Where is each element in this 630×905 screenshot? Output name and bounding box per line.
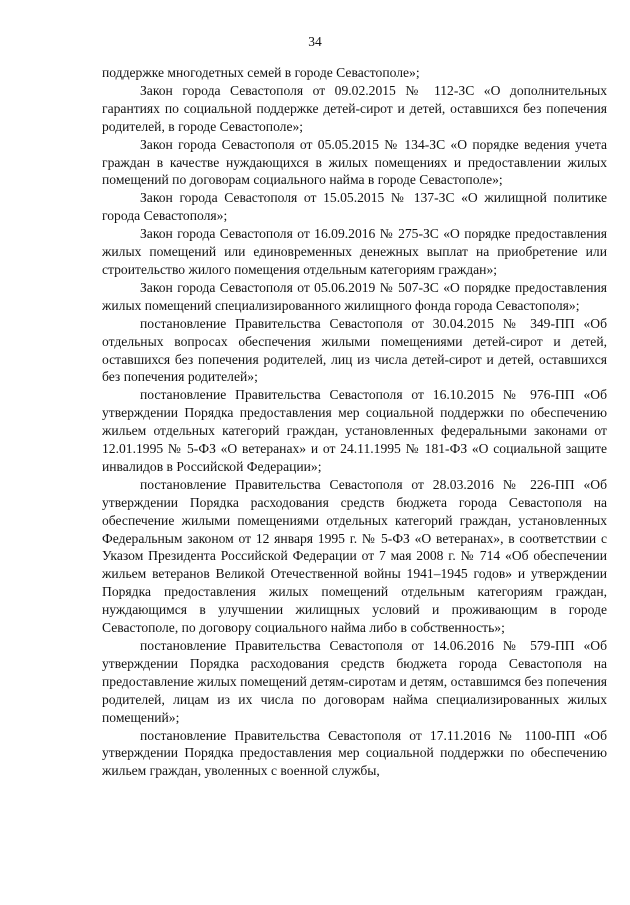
- paragraph-resolution-1100: постановление Правительства Севастополя от 17.11.2016 № 1100-ПП «Об утверждении Порядка предоставления мер социальной поддержки по обеспечению жильем граждан, уволенных с военной службы,: [102, 727, 607, 779]
- page-number: 34: [308, 34, 322, 49]
- paragraph-continuation: поддержке многодетных семей в городе Севастополе»;: [102, 65, 420, 80]
- paragraph-resolution-976: постановление Правительства Севастополя от 16.10.2015 № 976-ПП «Об утверждении Порядка предоставления мер социальной поддержки по обеспечению жильем отдельных категорий граждан, установленных федеральными законами от 12.01.1995 № 5-ФЗ «О ветеранах» и от 24.11.1995 № 181-ФЗ «О социальной защите инвалидов в Российской Федерации»;: [102, 387, 607, 474]
- paragraph-law-275: Закон города Севастополя от 16.09.2016 № 275-ЗС «О порядке предоставления жилых помещений или единовременных денежных выплат на приобретение или строительство жилого помещения отдельным категориям граждан»;: [102, 226, 607, 277]
- paragraph-law-134: Закон города Севастополя от 05.05.2015 № 134-ЗС «О порядке ведения учета граждан в качестве нуждающихся в жилых помещениях и предоставлении жилых помещений по договорам социального найма в городе Севастополе»;: [102, 136, 607, 188]
- paragraph-resolution-226: постановление Правительства Севастополя от 28.03.2016 № 226-ПП «Об утверждении Порядка расходования средств бюджета города Севастополя на обеспечение жилыми помещениями отдельных категорий граждан, установленных Федеральным законом от 12 января 1995 г. № 5-ФЗ «О ветеранах», в соответствии с Указом Президента Российской Федерации от 7 мая 2008 г. № 714 «Об обеспечении жильем ветеранов Великой Отечественной войны 1941–1945 годов» и утверждении Порядка предоставления жилых помещений отдельным категориям граждан, нуждающимся в улучшении жилищных условий и проживающим в городе Севастополе, по договору социального найма либо в собственность»;: [102, 476, 607, 636]
- paragraph-resolution-579: постановление Правительства Севастополя от 14.06.2016 № 579-ПП «Об утверждении Порядка расходования средств бюджета города Севастополя на предоставление жилых помещений детям-сиротам и детям, оставшимся без попечения родителей, лицам из их числа по договорам найма специализированных жилых помещений»;: [102, 638, 607, 725]
- paragraph-resolution-349: постановление Правительства Севастополя от 30.04.2015 № 349-ПП «Об отдельных вопросах обеспечения жилыми помещениями детей-сирот и детей, оставшихся без попечения родителей, лиц из числа детей-сирот и детей, оставшихся без попечения родителей»;: [102, 315, 607, 385]
- paragraph-law-507: Закон города Севастополя от 05.06.2019 № 507-ЗС «О порядке предоставления жилых помещений специализированного жилищного фонда города Севастополя»;: [102, 279, 607, 313]
- paragraph-law-137: Закон города Севастополя от 15.05.2015 № 137-ЗС «О жилищной политике города Севастополя»;: [102, 190, 607, 224]
- paragraph-law-112: Закон города Севастополя от 09.02.2015 № 112-ЗС «О дополнительных гарантиях по социальной поддержке детей-сирот и детей, оставшихся без попечения родителей, в городе Севастополе»;: [102, 82, 607, 134]
- document-body: [102, 64, 607, 780]
